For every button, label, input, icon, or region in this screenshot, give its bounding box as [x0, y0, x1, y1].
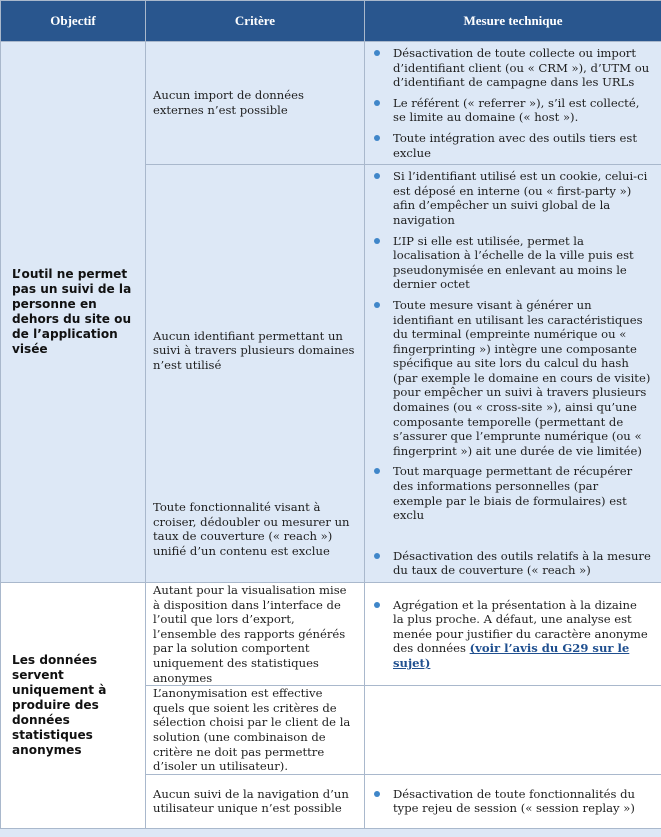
list-item — [393, 787, 651, 816]
bullet-icon — [374, 602, 380, 608]
header-critere: Critère — [146, 1, 365, 42]
mesure-list — [365, 598, 651, 671]
objectif-text: L’outil ne permet pas un suivi de la personne en dehors du site ou de l’application visée — [1, 267, 145, 357]
list-item-text: Désactivation de toute fonctionnalités du type rejeu de session (« session replay ») — [393, 787, 635, 816]
mesure-cell — [365, 583, 661, 686]
g29-opinion-link[interactable]: (voir l’avis du G29 sur le sujet) — [393, 641, 629, 670]
bullet-icon — [374, 302, 380, 308]
objectif-text: Les données servent uniquement à produire des données statistiques anonymes — [1, 653, 145, 758]
mesure-cell — [365, 42, 661, 165]
bullet-icon — [374, 173, 380, 179]
list-item — [393, 46, 651, 90]
mesure-cell — [365, 165, 661, 583]
list-item — [393, 96, 651, 125]
list-item — [393, 598, 651, 671]
list-item — [393, 169, 651, 227]
mesure-list — [365, 169, 651, 578]
bullet-icon — [374, 135, 380, 141]
table-row — [1, 42, 661, 165]
bullet-icon — [374, 50, 380, 56]
list-item — [393, 298, 651, 459]
list-item — [393, 464, 651, 522]
bullet-icon — [374, 553, 380, 559]
mesure-cell-empty — [365, 686, 661, 775]
list-item-text: Désactivation de toute collecte ou import d’identifiant client (ou « CRM »), d’UTM ou d’identifiant de campagne dans les URLs — [393, 46, 649, 89]
critere-cell: Aucun suivi de la navigation d’un utilisateur unique n’est possible — [146, 774, 365, 828]
list-item-text: Toute mesure visant à générer un identifiant en utilisant les caractéristiques du terminal (empreinte numérique ou « fingerprinting ») intègre une composante spécifique au site lors du calcul du hash (par exemple le domaine en cours de visite) pour empêcher un suivi à travers plusieurs domaines (ou « cross-site »), ainsi qu’une composante temporelle (permettant de s’assurer que l’emprunte numérique (ou « fingerprint ») ait une durée de vie limitée) — [393, 298, 650, 458]
critere-cell: Autant pour la visualisation mise à disposition dans l’interface de l’outil que lors d’export, l’ensemble des rapports générés par la solution comportent uniquement des statistiques anonymes — [146, 583, 365, 686]
list-item-text: Désactivation des outils relatifs à la mesure du taux de couverture (« reach ») — [393, 549, 651, 578]
bullet-icon — [374, 238, 380, 244]
list-item — [393, 131, 651, 160]
bullet-icon — [374, 468, 380, 474]
list-item-text: Agrégation et la présentation à la dizaine la plus proche. A défaut, une analyse est menée pour justifier du caractère anonyme des données — [393, 598, 648, 656]
critere-text: Aucun identifiant permettant un suivi à travers plusieurs domaines n’est utilisé — [153, 189, 355, 373]
list-item-text: Tout marquage permettant de récupérer des informations personnelles (par exemple par le biais de formulaires) est exclu — [393, 464, 632, 522]
list-item-text: L’IP si elle est utilisée, permet la localisation à l’échelle de la ville puis est pseudonymisée en enlevant au moins le dernier octet — [393, 234, 634, 292]
critere-cell — [146, 165, 365, 583]
objectif-cell — [1, 583, 146, 829]
objectif-cell — [1, 42, 146, 583]
table-row — [1, 583, 661, 686]
header-row — [1, 1, 661, 42]
list-item-text: Si l’identifiant utilisé est un cookie, celui-ci est déposé en interne (ou « first-party ») afin d’empêcher un suivi global de la navigation — [393, 169, 647, 227]
header-objectif: Objectif — [1, 1, 146, 42]
table-footer-band — [0, 829, 661, 837]
list-item-text: Toute intégration avec des outils tiers est exclue — [393, 131, 637, 160]
critere-cell: Aucun import de données externes n’est possible — [146, 42, 365, 165]
list-item — [393, 549, 651, 578]
bullet-icon — [374, 100, 380, 106]
critere-cell: L’anonymisation est effective quels que soient les critères de sélection choisi par le client de la solution (une combinaison de critère ne doit pas permettre d’isoler un utilisateur). — [146, 686, 365, 775]
header-mesure: Mesure technique — [365, 1, 661, 42]
critere-text-bottom: Toute fonctionnalité visant à croiser, dédoubler ou mesurer un taux de couverture (« reach ») unifié d’un contenu est exclue — [153, 372, 355, 558]
mesure-list — [365, 787, 651, 816]
list-item-text: Le référent (« referrer »), s’il est collecté, se limite au domaine (« host »). — [393, 96, 639, 125]
mesure-cell — [365, 774, 661, 828]
mesure-list — [365, 46, 651, 160]
list-item — [393, 234, 651, 292]
